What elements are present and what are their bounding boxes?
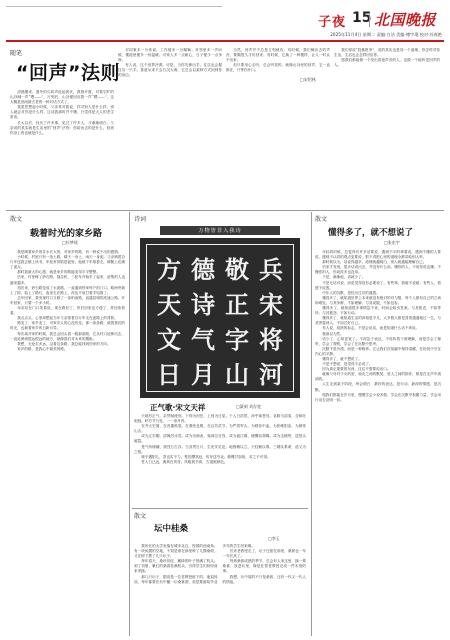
paragraph: 于是，渐渐地，话就少了。 — [322, 275, 366, 280]
essay-body-col-4 — [334, 48, 440, 202]
essay-body-col-2 — [118, 48, 222, 202]
prose-left-title: 载着时光的家乡路 — [30, 229, 103, 239]
paragraph: 愿我们都能做一个发出善意声音的人，也做一个能听见回声的人。 — [334, 58, 440, 68]
prose-bottom-title: 坛中桂桑 — [154, 524, 189, 534]
paragraph: 路变了，家乡变了，可家乡人的心没有变。那一条条路，载着我们的时光，也载着家乡的日新月异。 — [10, 321, 125, 331]
seal-glyph: 德 — [191, 255, 215, 284]
masthead-divider — [369, 13, 370, 27]
seal-glyph: 月 — [191, 360, 215, 389]
prose-left-body — [10, 250, 125, 635]
paragraph: 每到桑葚成熟的季节，总会有人来这里，摘一捧桑葚，放进坛里，像是在替老教授完成一件未竟的事。 — [222, 559, 306, 574]
paragraph: 就像父母对子女的爱，朋友之间的默契，爱人之间的陪伴，都是在无声中流淌的。 — [315, 372, 441, 382]
paragraph: 后来才发现，很多话说出去，并没有什么用。懂你的人，不用你说也懂；不懂你的人，你说再多也没用。 — [315, 265, 441, 275]
seal-glyph: 天 — [157, 290, 181, 319]
column-divider — [129, 212, 130, 636]
paragraph: 母亲站在门口笑着说，现在路好了，你们回来也方便了，常回来看看。 — [10, 306, 125, 316]
paragraph: 我们常说“投桃报李”，说的其实也是同一个道理。你怎样对待生活，生活也会怎样回应你。 — [334, 48, 440, 58]
paragraph: 那时候以为，话说得越多，道理就越明白，别人就越能理解自己。 — [322, 260, 427, 265]
poem-subtitle: 万物皆非入我诗 — [198, 228, 242, 234]
prose-right-title: 懂得多了，就不想说了 — [328, 228, 414, 238]
seal-artwork — [140, 238, 300, 398]
seal-glyph: 文 — [157, 325, 181, 354]
essay-byline: □宋绍林 — [300, 77, 316, 82]
essay-body-col-3 — [226, 48, 330, 202]
paragraph: 不是无话可说，而是觉得没有必要说了。有些事，看破不说破；有些人，看透不说透。 — [315, 280, 441, 290]
essay-body-col-1 — [10, 90, 114, 202]
seal-glyph: 宋 — [259, 290, 283, 319]
seal-glyph: 山 — [225, 360, 249, 389]
paragraph: 对同事多一分体谅，工作便多一分顺畅；对邻里多一声问候，楼道里便多一份温暖；对家人多一点耐心，日子便少一点争吵。 — [118, 48, 222, 63]
essay-column-tag: 随笔 — [10, 50, 23, 57]
paragraph: 年轻的时候，总觉得有许多话要说，遇到不平的事要说，遇到不懂的人要说，遇到不认同的观点更要说，恨不得把心里的道理全都讲给别人听。 — [315, 250, 441, 260]
paragraph: 有人说，这个世界冷漠。可是，当你先伸出手，往往也会握住另一只手。善意从来不会石沉大海，它总会以某种方式回到你的身边。 — [118, 63, 222, 78]
paragraph: 沉默不是冷漠，而是一种修养。它让我们在喧嚣中保持清醒，在纷扰中守住内心的平静。 — [315, 346, 441, 356]
seal-glyph: 字 — [225, 325, 249, 354]
paragraph: 我点点头，心里却想起当年父亲推着自行车走在泥路上的背影。 — [17, 316, 118, 321]
paragraph: 因为真正重要的东西，往往不需要说出口。 — [322, 367, 391, 372]
paragraph: 再后来，砂石路变成了水泥路，一直通到每家每户的门口。路两旁栽上了树，装上了路灯，夜里走在路上，再也不用打着手电筒了。 — [10, 285, 125, 295]
paragraph: 我想，无论走多远，沿着这条路，我总能找到回家的方向。 — [17, 341, 111, 346]
paragraph: 我所在的大学坐落在城市北边，校园的西南角，有一块闲置的空地，不知是谁在那里种了几棵桑树，又在树下摆了几只坛子。 — [134, 544, 218, 559]
paragraph: 懂得多了，就知道很多事情急不来，时间会给出答案。与其焦虑，不如等待；与其抱怨，不如行动。 — [315, 306, 441, 316]
seal-glyph: 日 — [157, 360, 181, 389]
section-name: 子夜 — [318, 15, 347, 30]
paragraph: 那时我最大的心愿，就是家乡的路能变得平平整整。 — [17, 270, 100, 275]
prose-left-column-tag: 散文 — [10, 216, 23, 223]
poem-stanza: 或为辽东帽，清操厉冰雪。或为出师表，鬼神泣壮烈。或为渡江楫，慷慨吞胡羯。或为击贼笏，逆竖头破裂。 — [134, 434, 306, 444]
seal-glyph: 将 — [259, 325, 283, 354]
poem-column-tag: 诗词 — [134, 216, 147, 223]
poem-byline: □篆刻 刘存宽 — [236, 404, 262, 409]
seal-glyph: 正 — [225, 290, 249, 319]
paragraph: 当然，回声并不总是立刻就有。有时候，我们喊出去的声音，要隔很久才传回来；有时候，它换了一种模样，让人一时认不出来。 — [226, 48, 330, 63]
poem-stanza: 天地有正气，杂然赋流形。下则为河岳，上则为日星。于人曰浩然，沛乎塞苍冥。皇路当清夷，含和吐明庭。时穷节乃见，一一垂丹青。 — [134, 414, 306, 424]
prose-right-byline: □张宏宇 — [384, 240, 400, 245]
prose-right-body — [315, 250, 441, 635]
prose-bottom-column-tag: 散文 — [134, 513, 147, 520]
poem-stanza: 哲人日已远，典刑在夙昔。风檐展书读，古道照颜色。 — [141, 459, 228, 464]
section-divider — [132, 508, 308, 509]
dateline: 2025年11月4日 星期二 责编·白洁 美编·傅宇琨 校对·苏春艳 — [330, 32, 442, 37]
seal-glyph: 气 — [191, 325, 215, 354]
paragraph: 人生走到某个阶段，终会明白：最好的表达，是行动；最深的情感，是沉默。 — [315, 382, 441, 392]
prose-bottom-byline: □李玉 — [268, 536, 280, 541]
masthead-rule — [6, 40, 444, 42]
paragraph: 懂得多了，就知道世界上本来就没有绝对的对与错，每个人都有自己的立场和难处。与其争辩，不如理解；与其说服，不如包容。 — [315, 295, 441, 305]
poem-body — [134, 414, 306, 506]
paragraph: 话少了，心却更宽了。不再急于表达，不再执着于被理解，而是学会了倾听，学会了观察，学会了在沉默中思考。 — [315, 336, 441, 346]
seal-glyph: 兵 — [259, 255, 283, 284]
prose-left-byline: □杜梦瑶 — [62, 240, 78, 245]
poem-stanza: 是气所磅礴，凛烈万古存。当其贯日月，生死安足论。地维赖以立，天柱赖以尊。三纲实系命，道义为之根。 — [134, 444, 306, 454]
paragraph: 不是不想说，是觉得不必说了。 — [322, 362, 373, 367]
masthead-accent-bar — [6, 6, 222, 7]
poem-stanza: 在齐太史简，在晋董狐笔。在秦张良椎，在汉苏武节。为严将军头，为嵇侍中血。为张睢阳齿，为颜常山舌。 — [134, 424, 306, 434]
paragraph: 小时候，村里只有一条土路，晴天一身土，雨天一身泥。父亲骑着自行车送我去镇上读书，车轮常常陷进泥里，他就下车推着走，裤腿上沾满了泥点。 — [10, 255, 125, 270]
seal-glyph: 诗 — [191, 290, 215, 319]
paragraph: 但只要用心去听，总会听见的。就像山谷里的回声，它一直都在，只等你开口。 — [226, 63, 330, 73]
paragraph: 长大以后，经历了许多事，见过了许多人，才渐渐明白，父亲说的其实就是生活里的“回声”法则：你给出去的是什么，回到你身上的也就是什么。 — [10, 120, 114, 135]
seal-glyph: 河 — [259, 360, 283, 389]
paragraph: 每次离开家的时候，我总会回头看一眼那条路，它从村口延伸出去，一直延伸到很远很远的地方，就像我们对未来的期盼。 — [10, 331, 125, 341]
paragraph: 每年春天，桑叶初绽，嫩绿的叶子挤满了枝头。到了初夏，紫红的桑葚挂满枝头，引得学生们纷纷前来采摘。 — [134, 559, 218, 574]
paragraph: 懂得多了，就知道生活的真相是平凡，大多数人都是普普通通地过一生。与其羡慕别人，不如过好自己。 — [315, 316, 441, 326]
essay-title: “回声”法则 — [16, 62, 120, 84]
seal-glyph: 敬 — [225, 255, 249, 284]
paragraph: 去年回家，我发现村口又修了一条柏油路，直通县城的高速公路。开车回家，只要一个多小时。 — [10, 295, 125, 305]
page-number: 15 — [352, 10, 372, 26]
paragraph: 那几只坛子，据说是一位老教授留下的。他退休前，每年都要在坛中酿一坛桑葚酒，说是要留给毕业多年的学生回来喝。 — [134, 544, 255, 584]
paragraph: 有人说，成熟的标志，不是会说话，而是知道什么话不该说。 — [322, 326, 420, 331]
column-divider — [311, 212, 312, 636]
poem-title: 正气歌·宋文天祥 — [150, 403, 206, 412]
prose-bottom-body — [134, 544, 306, 636]
paragraph: 后来，村里修了砂石路，拖拉机、三轮车开始多了起来，赶集的人也越来越多。 — [10, 275, 125, 285]
paragraph: 我忽然想起小时候，父亲常对我说，你对别人是什么样，别人就会对你是什么样，这话我那时并不懂，只觉得是大人的老生常谈。 — [10, 105, 114, 120]
paragraph: 我是喝着家乡的井水长大的，对家乡的路，有一种说不出的感情。 — [17, 250, 122, 254]
section-divider — [6, 210, 444, 211]
paragraph: 后来老教授走了，坛子还留在那里，桑树也一年一年长高了。 — [222, 549, 306, 559]
paragraph: 愿我们都能在岁月里，慢慢学会少说多做，学会在沉默中积蓄力量，学会用行动去证明一切。 — [315, 392, 441, 402]
paragraph: 家乡的路，是我心中最美的路。 — [17, 346, 68, 351]
seal-glyph-grid — [152, 250, 288, 389]
paragraph: 清晨醒来，窗外的鸟鸣声此起彼伏，我推开窗，对着空旷的山谷喊一声“喂——”，片刻后，山谷便回应我一声“喂——”，这大概是世间最古老的一种对话方式了。 — [10, 90, 114, 105]
paragraph: 我想，坛中装的不只是桑葚，还有一代又一代人的情谊。 — [222, 574, 306, 584]
brand-logo: 北国晚报 — [374, 11, 437, 29]
poem-subtitle-banner — [160, 226, 280, 235]
paragraph: 我深以为然。 — [322, 331, 344, 336]
seal-glyph: 方 — [157, 255, 181, 284]
paragraph: 懂得多了，就不想说了。 — [322, 356, 362, 361]
poem-stanza: 嗟予遘阳九，隶也实不力。楚囚缨其冠，传车送穷北。鼎镬甘如饴，求之不可得。 — [141, 454, 271, 459]
paragraph: 中年人的沉默，是经历过后的通透。 — [322, 290, 380, 295]
prose-right-column-tag: 散文 — [315, 216, 328, 223]
